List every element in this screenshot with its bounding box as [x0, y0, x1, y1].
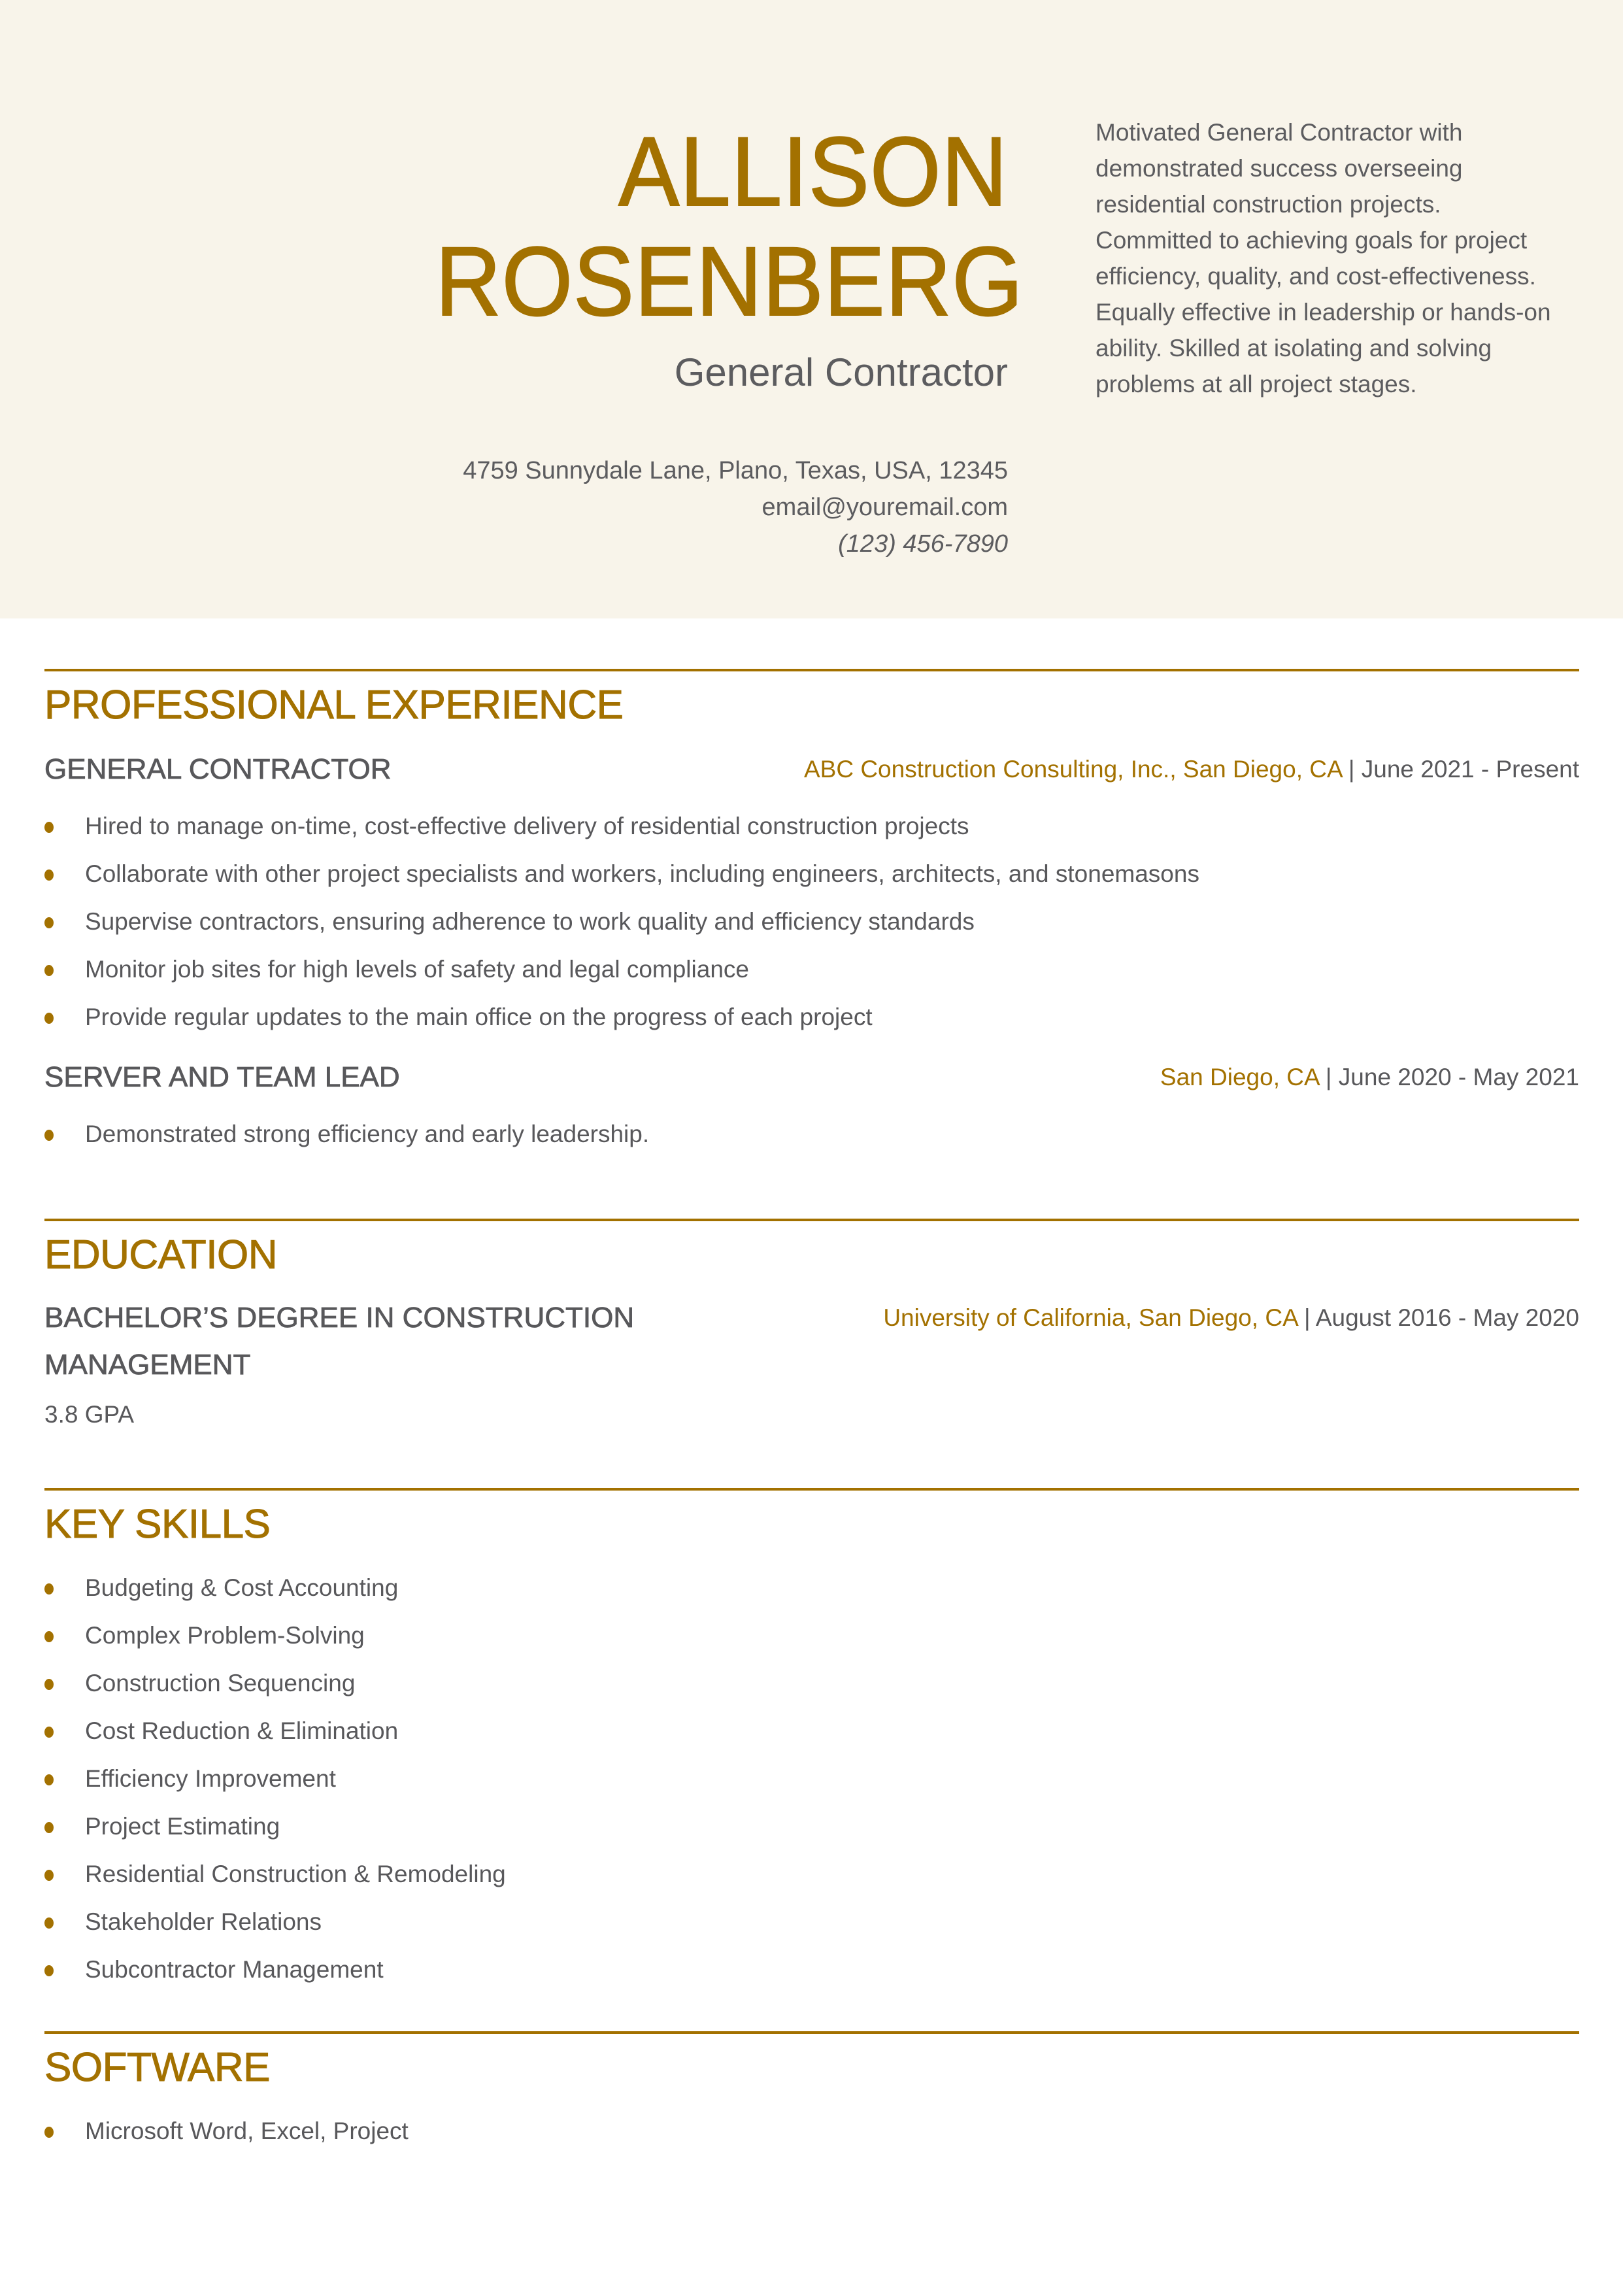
name-last: ROSENBERG	[435, 226, 1024, 336]
list-item	[44, 1707, 1579, 1755]
list-item	[44, 850, 1579, 898]
bullet-icon	[44, 1870, 54, 1881]
section-skills	[44, 1488, 1579, 1993]
bullet-icon	[44, 822, 54, 833]
list-item	[44, 1898, 1579, 1946]
education-meta	[883, 1294, 1579, 1338]
list-item	[44, 993, 1579, 1041]
job-title: GENERAL CONTRACTOR	[44, 753, 392, 785]
bullet-icon	[44, 1727, 54, 1738]
list-item	[44, 1802, 1579, 1850]
list-item-text: Provide regular updates to the main office on the progress of each project	[85, 1004, 873, 1030]
bullet-icon	[44, 1013, 54, 1024]
list-item-text: Demonstrated strong efficiency and early leadership.	[85, 1121, 650, 1147]
list-item	[44, 802, 1579, 850]
name-first: ALLISON	[618, 116, 1008, 226]
skill-text: Efficiency Improvement	[85, 1765, 336, 1792]
bullet-icon	[44, 1631, 54, 1642]
software-text: Microsoft Word, Excel, Project	[85, 2118, 409, 2144]
skill-text: Subcontractor Management	[85, 1956, 384, 1983]
list-item	[44, 2107, 1579, 2155]
job-bullets	[44, 1110, 1579, 1158]
list-item	[44, 1850, 1579, 1898]
skill-text: Budgeting & Cost Accounting	[85, 1574, 399, 1601]
section-software	[44, 2031, 1579, 2155]
job-title: SERVER AND TEAM LEAD	[44, 1061, 400, 1093]
bullet-icon	[44, 1917, 54, 1929]
section-title-education: EDUCATION	[44, 1232, 278, 1277]
bullet-icon	[44, 1774, 54, 1785]
skills-list	[44, 1564, 1579, 1993]
job-bullets	[44, 802, 1579, 1041]
job-location: San Diego, CA	[1160, 1064, 1319, 1090]
education-header	[44, 1294, 1579, 1389]
education-dates: August 2016 - May 2020	[1315, 1304, 1579, 1331]
bullet-icon	[44, 917, 54, 928]
meta-separator: |	[1341, 756, 1362, 783]
section-divider	[44, 1488, 1579, 1491]
list-item-text: Collaborate with other project specialists and workers, including engineers, architects, and stonemasons	[85, 860, 1199, 887]
list-item-text: Hired to manage on-time, cost-effective delivery of residential construction projects	[85, 813, 969, 839]
bullet-icon	[44, 2127, 54, 2138]
job-meta	[804, 746, 1579, 789]
job-dates: June 2021 - Present	[1361, 756, 1579, 783]
section-experience	[44, 669, 1579, 1158]
gpa: 3.8 GPA	[44, 1401, 135, 1428]
list-item	[44, 1564, 1579, 1612]
degree-title	[44, 1294, 634, 1389]
job-title: General Contractor	[674, 350, 1008, 394]
list-item-text: Monitor job sites for high levels of safety and legal compliance	[85, 956, 749, 983]
software-list	[44, 2107, 1579, 2155]
section-divider	[44, 2031, 1579, 2034]
bullet-icon	[44, 965, 54, 976]
section-title-experience: PROFESSIONAL EXPERIENCE	[44, 683, 624, 728]
list-item	[44, 1659, 1579, 1707]
list-item	[44, 945, 1579, 993]
job-entry	[44, 1054, 1579, 1158]
list-item-text: Supervise contractors, ensuring adherence to work quality and efficiency standards	[85, 908, 975, 935]
list-item	[44, 1946, 1579, 1993]
section-divider	[44, 1219, 1579, 1221]
job-header	[44, 1054, 1579, 1101]
section-title-software: SOFTWARE	[44, 2045, 271, 2090]
job-header	[44, 746, 1579, 793]
resume-header	[0, 0, 1623, 618]
meta-separator: |	[1318, 1064, 1339, 1090]
school-name: University of California, San Diego, CA	[883, 1304, 1297, 1331]
contact-address: 4759 Sunnydale Lane, Plano, Texas, USA, 12345	[463, 457, 1008, 484]
bullet-icon	[44, 1130, 54, 1141]
professional-summary: Motivated General Contractor with demonstrated success overseeing residential construction projects. Committed to achieving goals for project efficiency, quality, and cost-effectiveness. Equally effective in leadership or hands-on ability. Skilled at isolating and solving problems at all project stages.	[1096, 119, 1551, 397]
skill-text: Complex Problem-Solving	[85, 1622, 365, 1649]
section-education	[44, 1219, 1579, 1434]
bullet-icon	[44, 1965, 54, 1976]
job-entry	[44, 746, 1579, 1041]
job-employer: ABC Construction Consulting, Inc., San Diego, CA	[803, 756, 1342, 783]
skill-text: Cost Reduction & Elimination	[85, 1717, 399, 1744]
bullet-icon	[44, 869, 54, 881]
section-divider	[44, 669, 1579, 671]
bullet-icon	[44, 1583, 54, 1595]
list-item	[44, 1755, 1579, 1802]
contact-block	[392, 452, 1008, 562]
skill-text: Residential Construction & Remodeling	[85, 1861, 506, 1887]
skill-text: Construction Sequencing	[85, 1670, 356, 1697]
job-meta	[1160, 1054, 1579, 1097]
contact-email[interactable]: email@youremail.com	[761, 494, 1008, 521]
list-item	[44, 1110, 1579, 1158]
meta-separator: |	[1297, 1304, 1316, 1331]
list-item	[44, 898, 1579, 945]
list-item	[44, 1612, 1579, 1659]
bullet-icon	[44, 1679, 54, 1690]
skill-text: Project Estimating	[85, 1813, 280, 1840]
contact-phone[interactable]: (123) 456-7890	[838, 530, 1008, 558]
degree-line-2: MANAGEMENT	[44, 1349, 251, 1381]
section-title-skills: KEY SKILLS	[44, 1502, 271, 1547]
header-identity	[392, 116, 1024, 562]
bullet-icon	[44, 1822, 54, 1833]
job-dates: June 2020 - May 2021	[1338, 1064, 1579, 1090]
degree-line-1: BACHELOR’S DEGREE IN CONSTRUCTION	[44, 1302, 635, 1334]
skill-text: Stakeholder Relations	[85, 1908, 322, 1935]
